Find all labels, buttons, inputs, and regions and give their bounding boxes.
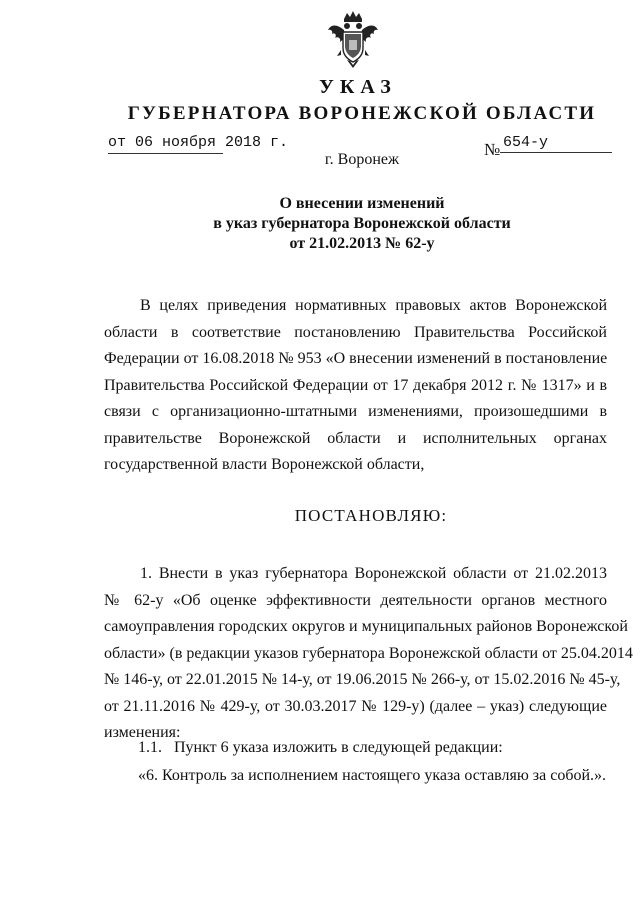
preamble-line: государственной власти Воронежской области, <box>104 456 425 473</box>
preamble-line: В целях приведения нормативных правовых актов Воронежской <box>140 297 607 314</box>
subject-line: от 21.02.2013 № 62-у <box>289 235 435 252</box>
item-1-line: изменения: <box>104 724 181 741</box>
item-1-line: самоуправления городских округов и муниципальных районов Воронежской <box>104 618 628 635</box>
preamble-paragraph <box>104 293 607 479</box>
document-subject <box>0 194 640 254</box>
date-text: от 06 ноября 2018 г. <box>108 134 289 151</box>
document-date <box>108 134 288 151</box>
preamble-line: связи с организационно-штатными изменениями, произошедшими в <box>104 403 607 420</box>
document-city: г. Воронеж <box>324 151 400 168</box>
coat-of-arms-icon <box>327 10 379 70</box>
preamble-line: Правительства Российской Федерации от 17 декабря 2012 г. № 1317» и в <box>104 376 607 394</box>
item-1-line: № 146-у, от 22.01.2015 № 14-у, от 19.06.2015 № 266-у, от 15.02.2016 № 45-у, <box>104 671 621 688</box>
preamble-line: Федерации от 16.08.2018 № 953 «О внесении изменений в постановление <box>104 350 608 367</box>
preamble-line: правительстве Воронежской области и исполнительных органах <box>104 429 607 447</box>
preamble-line: области в соответствие постановлению Правительства Российской <box>104 323 607 341</box>
subject-line: в указ губернатора Воронежской области <box>213 215 511 232</box>
item-1-1: 1.1. Пункт 6 указа изложить в следующей редакции: <box>138 739 503 756</box>
document-number: 654-у <box>503 134 549 151</box>
document-issuer: ГУБЕРНАТОРА ВОРОНЕЖСКОЙ ОБЛАСТИ <box>127 103 597 124</box>
item-1-line: № 62-у «Об оценке эффективности деятельности органов местного <box>104 591 607 609</box>
number-sign: № <box>484 140 501 159</box>
item-1-line: 1. Внести в указ губернатора Воронежской области от 21.02.2013 <box>140 565 607 582</box>
document-title: УКАЗ <box>319 76 397 98</box>
subject-line: О внесении изменений <box>279 195 445 212</box>
item-1-1-quote: «6. Контроль за исполнением настоящего указа оставляю за собой.». <box>138 767 607 784</box>
decree-word: ПОСТАНОВЛЯЮ: <box>294 506 448 525</box>
item-1-line: области» (в редакции указов губернатора Воронежской области от 25.04.2014 <box>104 644 633 662</box>
item-1-paragraph <box>104 561 633 747</box>
item-1-line: от 21.11.2016 № 429-у, от 30.03.2017 № 129-у) (далее – указ) следующие <box>104 697 607 715</box>
